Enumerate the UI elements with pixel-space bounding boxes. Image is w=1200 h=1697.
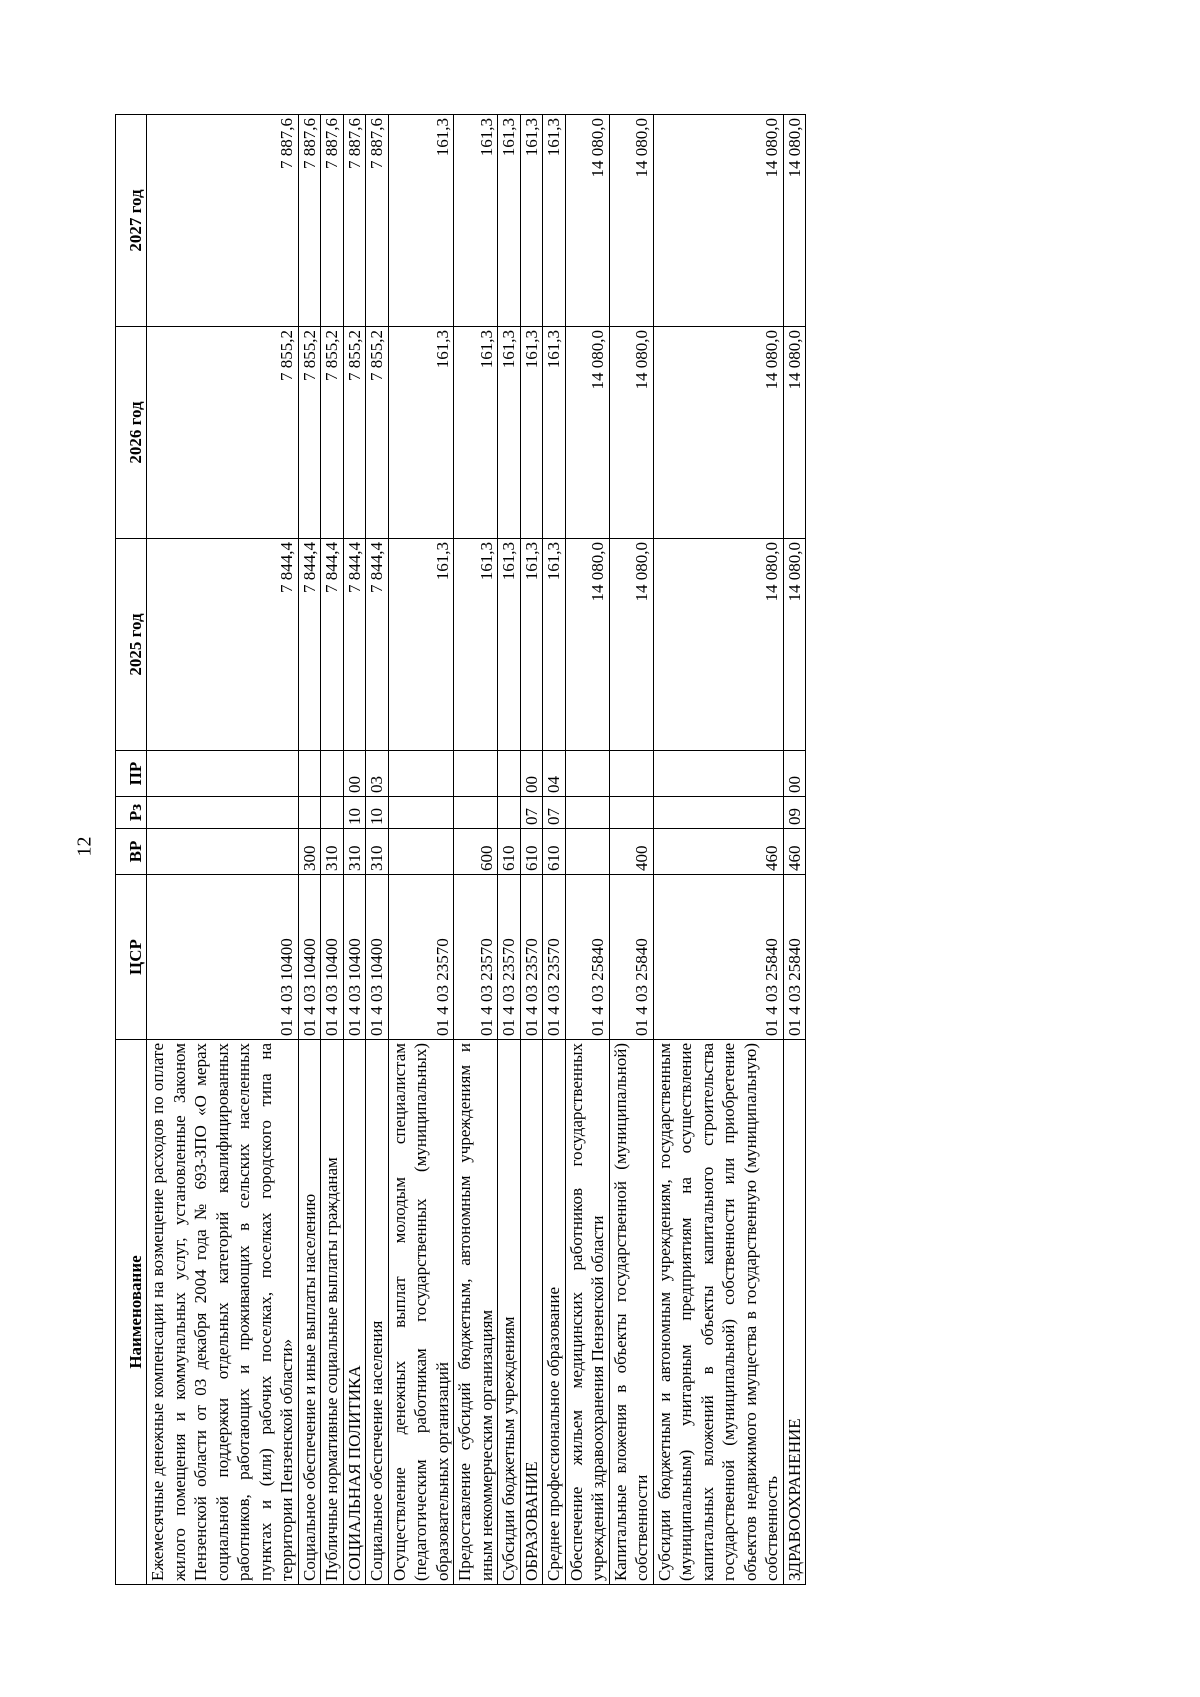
table-row xyxy=(147,115,299,1585)
row-vr: 460 xyxy=(783,829,806,875)
row-vr: 310 xyxy=(321,829,344,875)
row-2025: 7 844,4 xyxy=(343,539,366,751)
row-2027: 161,3 xyxy=(520,115,543,327)
row-rz: 07 xyxy=(520,797,543,829)
table-row xyxy=(298,115,321,1585)
row-2025: 161,3 xyxy=(388,539,454,751)
row-pr xyxy=(609,751,653,797)
row-2027: 7 887,6 xyxy=(147,115,299,327)
row-vr xyxy=(147,829,299,875)
table-row xyxy=(609,115,653,1585)
row-2026: 14 080,0 xyxy=(609,327,653,539)
row-vr: 610 xyxy=(520,829,543,875)
row-2026: 161,3 xyxy=(498,327,521,539)
row-pr: 00 xyxy=(520,751,543,797)
row-csr: 01 4 03 23570 xyxy=(454,875,498,1040)
header-2027: 2027 год xyxy=(116,115,147,327)
row-name: Публичные нормативные социальные выплаты гражданам xyxy=(321,1040,344,1585)
header-name: Наименование xyxy=(116,1040,147,1585)
row-rz xyxy=(147,797,299,829)
table-row xyxy=(454,115,498,1585)
table-row xyxy=(366,115,389,1585)
row-2026: 14 080,0 xyxy=(653,327,783,539)
row-csr: 01 4 03 23570 xyxy=(520,875,543,1040)
row-rz xyxy=(321,797,344,829)
row-pr: 03 xyxy=(366,751,389,797)
row-rz xyxy=(498,797,521,829)
row-name: Предоставление субсидий бюджетным, автономным учреждениям и иным некоммерческим организациям xyxy=(454,1040,498,1585)
header-csr: ЦСР xyxy=(116,875,147,1040)
row-2026: 161,3 xyxy=(388,327,454,539)
row-name: Ежемесячные денежные компенсации на возмещение расходов по оплате жилого помещения и коммунальных услуг, установленные Законом Пензенской области от 03 декабря 2004 года № 693-ЗПО «О мерах социальной поддержки отдельных категорий квалифицированных работников, работающих и проживающих в сельских населенных пунктах и (или) рабочих поселках, поселках городского типа на территории Пензенской области» xyxy=(147,1040,299,1585)
row-2025: 161,3 xyxy=(498,539,521,751)
row-pr xyxy=(454,751,498,797)
row-2027: 161,3 xyxy=(454,115,498,327)
row-2027: 7 887,6 xyxy=(343,115,366,327)
row-name: СОЦИАЛЬНАЯ ПОЛИТИКА xyxy=(343,1040,366,1585)
table-row xyxy=(783,115,806,1585)
row-2027: 7 887,6 xyxy=(321,115,344,327)
row-csr: 01 4 03 10400 xyxy=(298,875,321,1040)
page-number: 12 xyxy=(73,836,96,857)
row-2026: 7 855,2 xyxy=(343,327,366,539)
row-csr: 01 4 03 23570 xyxy=(498,875,521,1040)
row-2027: 161,3 xyxy=(498,115,521,327)
row-csr: 01 4 03 10400 xyxy=(343,875,366,1040)
row-vr: 600 xyxy=(454,829,498,875)
row-name: Субсидии бюджетным учреждениям xyxy=(498,1040,521,1585)
header-2025: 2025 год xyxy=(116,539,147,751)
row-2026: 14 080,0 xyxy=(565,327,609,539)
row-pr: 04 xyxy=(543,751,566,797)
row-name: ЗДРАВООХРАНЕНИЕ xyxy=(783,1040,806,1585)
row-2025: 7 844,4 xyxy=(321,539,344,751)
header-pr: ПР xyxy=(116,751,147,797)
row-rz xyxy=(653,797,783,829)
row-name: Капитальные вложения в объекты государственной (муниципальной) собственности xyxy=(609,1040,653,1585)
row-2026: 7 855,2 xyxy=(321,327,344,539)
row-name: Обеспечение жильем медицинских работников государственных учреждений здравоохранения Пензенской области xyxy=(565,1040,609,1585)
row-2027: 7 887,6 xyxy=(298,115,321,327)
row-pr xyxy=(321,751,344,797)
row-name: Осуществление денежных выплат молодым специалистам (педагогическим работникам государственных (муниципальных) образовательных организаций xyxy=(388,1040,454,1585)
row-csr: 01 4 03 25840 xyxy=(609,875,653,1040)
table-header-row xyxy=(116,115,147,1585)
row-2026: 161,3 xyxy=(520,327,543,539)
row-rz xyxy=(565,797,609,829)
row-vr: 610 xyxy=(498,829,521,875)
row-2026: 14 080,0 xyxy=(783,327,806,539)
row-2027: 161,3 xyxy=(388,115,454,327)
row-pr xyxy=(298,751,321,797)
row-2026: 7 855,2 xyxy=(298,327,321,539)
table-row xyxy=(498,115,521,1585)
table-row xyxy=(543,115,566,1585)
row-csr: 01 4 03 10400 xyxy=(147,875,299,1040)
row-2027: 14 080,0 xyxy=(783,115,806,327)
row-2025: 14 080,0 xyxy=(565,539,609,751)
row-csr: 01 4 03 10400 xyxy=(366,875,389,1040)
row-2025: 7 844,4 xyxy=(298,539,321,751)
row-pr xyxy=(388,751,454,797)
row-rz: 10 xyxy=(366,797,389,829)
table-row xyxy=(653,115,783,1585)
table-row xyxy=(388,115,454,1585)
table-row xyxy=(565,115,609,1585)
row-2025: 161,3 xyxy=(543,539,566,751)
row-vr: 610 xyxy=(543,829,566,875)
budget-table xyxy=(115,114,806,1585)
row-vr xyxy=(388,829,454,875)
row-name: ОБРАЗОВАНИЕ xyxy=(520,1040,543,1585)
row-csr: 01 4 03 23570 xyxy=(388,875,454,1040)
row-2026: 7 855,2 xyxy=(366,327,389,539)
row-2025: 14 080,0 xyxy=(783,539,806,751)
row-2027: 161,3 xyxy=(543,115,566,327)
row-2026: 161,3 xyxy=(543,327,566,539)
row-pr xyxy=(565,751,609,797)
row-pr: 00 xyxy=(343,751,366,797)
row-vr: 460 xyxy=(653,829,783,875)
row-2027: 14 080,0 xyxy=(565,115,609,327)
row-vr: 300 xyxy=(298,829,321,875)
row-csr: 01 4 03 10400 xyxy=(321,875,344,1040)
rotated-table-container xyxy=(115,115,1075,1585)
row-name: Социальное обеспечение и иные выплаты населению xyxy=(298,1040,321,1585)
row-2025: 7 844,4 xyxy=(366,539,389,751)
row-rz: 09 xyxy=(783,797,806,829)
row-vr xyxy=(565,829,609,875)
table-row xyxy=(343,115,366,1585)
table-row xyxy=(520,115,543,1585)
row-name: Среднее профессиональное образование xyxy=(543,1040,566,1585)
row-vr: 400 xyxy=(609,829,653,875)
row-csr: 01 4 03 25840 xyxy=(565,875,609,1040)
header-vr: ВР xyxy=(116,829,147,875)
row-2026: 7 855,2 xyxy=(147,327,299,539)
row-rz: 10 xyxy=(343,797,366,829)
row-rz xyxy=(298,797,321,829)
row-2025: 161,3 xyxy=(520,539,543,751)
row-vr: 310 xyxy=(366,829,389,875)
row-pr xyxy=(147,751,299,797)
row-2027: 14 080,0 xyxy=(609,115,653,327)
row-name: Социальное обеспечение населения xyxy=(366,1040,389,1585)
row-pr xyxy=(498,751,521,797)
row-2025: 14 080,0 xyxy=(653,539,783,751)
header-2026: 2026 год xyxy=(116,327,147,539)
row-csr: 01 4 03 25840 xyxy=(653,875,783,1040)
row-name: Субсидии бюджетным и автономным учреждениям, государственным (муниципальным) унитарным предприятиям на осуществление капитальных вложений в объекты капитального строительства государственной (муниципальной) собственности или приобретение объектов недвижимого имущества в государственную (муниципальную) собственность xyxy=(653,1040,783,1585)
row-2025: 161,3 xyxy=(454,539,498,751)
row-csr: 01 4 03 25840 xyxy=(783,875,806,1040)
header-rz: Рз xyxy=(116,797,147,829)
row-pr xyxy=(653,751,783,797)
row-rz: 07 xyxy=(543,797,566,829)
row-rz xyxy=(388,797,454,829)
row-rz xyxy=(609,797,653,829)
row-pr: 00 xyxy=(783,751,806,797)
row-2027: 14 080,0 xyxy=(653,115,783,327)
row-2027: 7 887,6 xyxy=(366,115,389,327)
row-csr: 01 4 03 23570 xyxy=(543,875,566,1040)
table-row xyxy=(321,115,344,1585)
row-rz xyxy=(454,797,498,829)
row-2026: 161,3 xyxy=(454,327,498,539)
row-2025: 7 844,4 xyxy=(147,539,299,751)
row-vr: 310 xyxy=(343,829,366,875)
row-2025: 14 080,0 xyxy=(609,539,653,751)
